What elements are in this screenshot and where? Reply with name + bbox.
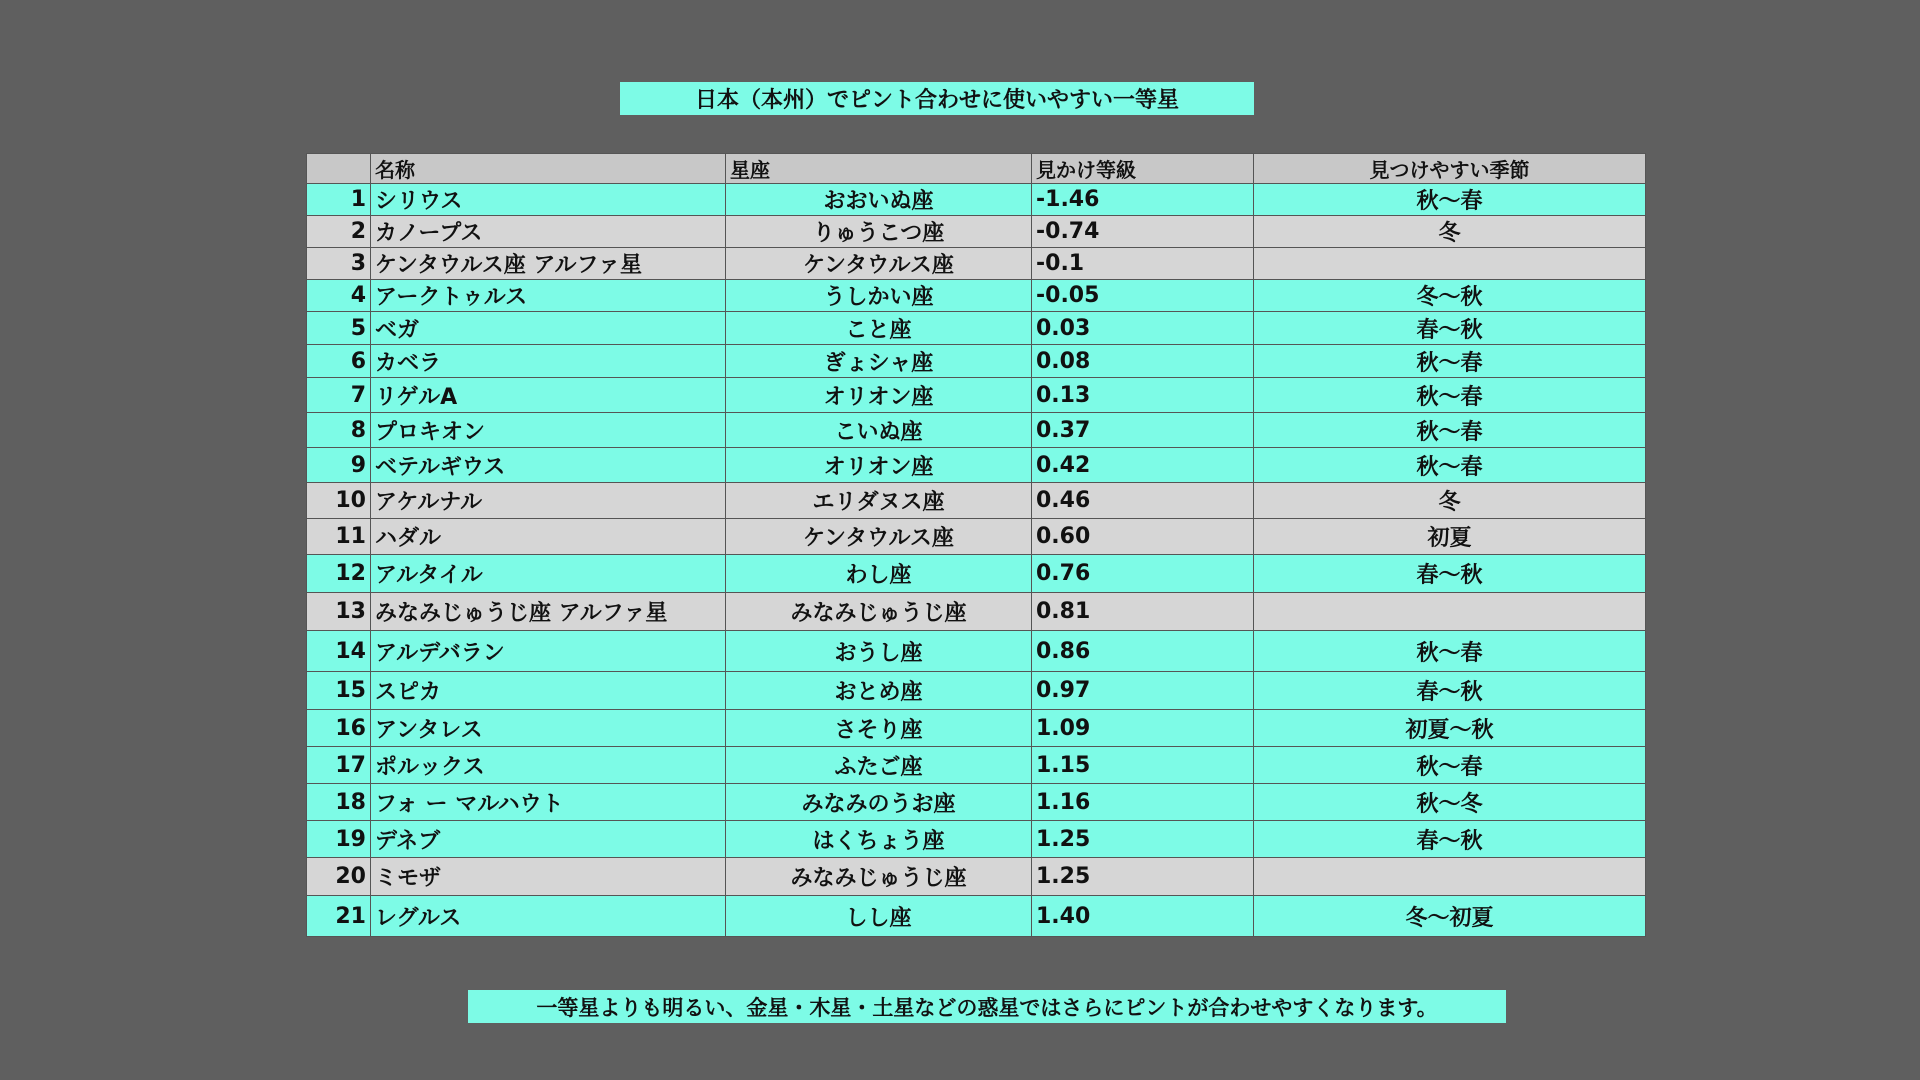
table-row <box>307 784 1646 821</box>
cell-magnitude: -0.74 <box>1032 216 1254 248</box>
table-row <box>307 483 1646 519</box>
cell-num: 14 <box>307 631 371 672</box>
cell-name: アンタレス <box>371 710 726 747</box>
cell-name: フォ ー マルハウト <box>371 784 726 821</box>
table-row <box>307 413 1646 448</box>
cell-num: 19 <box>307 821 371 858</box>
cell-magnitude: 1.25 <box>1032 858 1254 896</box>
table-row <box>307 345 1646 378</box>
table-row <box>307 184 1646 216</box>
cell-season: 秋〜春 <box>1254 345 1646 378</box>
cell-num: 1 <box>307 184 371 216</box>
cell-name: ポルックス <box>371 747 726 784</box>
table-row <box>307 631 1646 672</box>
cell-num: 21 <box>307 896 371 937</box>
table-row <box>307 710 1646 747</box>
cell-name: スピカ <box>371 672 726 710</box>
table-row <box>307 378 1646 413</box>
cell-season: 春〜秋 <box>1254 555 1646 593</box>
cell-season: 冬 <box>1254 483 1646 519</box>
table-header-row <box>307 154 1646 184</box>
cell-num: 5 <box>307 312 371 345</box>
cell-magnitude: 1.16 <box>1032 784 1254 821</box>
cell-num: 16 <box>307 710 371 747</box>
cell-magnitude: 1.25 <box>1032 821 1254 858</box>
cell-season: 秋〜春 <box>1254 413 1646 448</box>
cell-constellation: こいぬ座 <box>726 413 1032 448</box>
cell-name: デネブ <box>371 821 726 858</box>
cell-constellation: みなみじゅうじ座 <box>726 858 1032 896</box>
cell-season: 秋〜春 <box>1254 448 1646 483</box>
cell-constellation: おとめ座 <box>726 672 1032 710</box>
cell-name: プロキオン <box>371 413 726 448</box>
cell-constellation: おおいぬ座 <box>726 184 1032 216</box>
table-body <box>307 184 1646 937</box>
cell-season: 冬〜初夏 <box>1254 896 1646 937</box>
table-row <box>307 593 1646 631</box>
table-row <box>307 216 1646 248</box>
cell-constellation: うしかい座 <box>726 280 1032 312</box>
cell-name: リゲルA <box>371 378 726 413</box>
header-season: 見つけやすい季節 <box>1254 154 1646 184</box>
cell-name: アルタイル <box>371 555 726 593</box>
cell-magnitude: 0.76 <box>1032 555 1254 593</box>
cell-magnitude: -0.1 <box>1032 248 1254 280</box>
table-row <box>307 448 1646 483</box>
cell-magnitude: 1.09 <box>1032 710 1254 747</box>
cell-constellation: りゅうこつ座 <box>726 216 1032 248</box>
cell-num: 20 <box>307 858 371 896</box>
cell-magnitude: 1.15 <box>1032 747 1254 784</box>
cell-name: ベガ <box>371 312 726 345</box>
cell-num: 15 <box>307 672 371 710</box>
table-row <box>307 555 1646 593</box>
cell-constellation: しし座 <box>726 896 1032 937</box>
cell-season <box>1254 593 1646 631</box>
cell-num: 10 <box>307 483 371 519</box>
cell-constellation: さそり座 <box>726 710 1032 747</box>
cell-num: 6 <box>307 345 371 378</box>
page-title: 日本（本州）でピント合わせに使いやすい一等星 <box>620 82 1254 115</box>
header-name: 名称 <box>371 154 726 184</box>
cell-num: 7 <box>307 378 371 413</box>
cell-num: 12 <box>307 555 371 593</box>
cell-name: ベテルギウス <box>371 448 726 483</box>
table-row <box>307 821 1646 858</box>
cell-magnitude: 1.40 <box>1032 896 1254 937</box>
cell-magnitude: 0.42 <box>1032 448 1254 483</box>
cell-constellation: おうし座 <box>726 631 1032 672</box>
cell-season: 秋〜春 <box>1254 747 1646 784</box>
cell-num: 9 <box>307 448 371 483</box>
cell-constellation: エリダヌス座 <box>726 483 1032 519</box>
cell-magnitude: -0.05 <box>1032 280 1254 312</box>
cell-constellation: ケンタウルス座 <box>726 248 1032 280</box>
cell-magnitude: -1.46 <box>1032 184 1254 216</box>
cell-season: 初夏 <box>1254 519 1646 555</box>
cell-name: ケンタウルス座 アルファ星 <box>371 248 726 280</box>
header-num <box>307 154 371 184</box>
cell-name: アルデバラン <box>371 631 726 672</box>
table-row <box>307 280 1646 312</box>
header-constellation: 星座 <box>726 154 1032 184</box>
cell-season: 秋〜冬 <box>1254 784 1646 821</box>
table-row <box>307 248 1646 280</box>
footer-note: 一等星よりも明るい、金星・木星・土星などの惑星ではさらにピントが合わせやすくなります。 <box>468 990 1506 1023</box>
cell-season: 秋〜春 <box>1254 184 1646 216</box>
cell-name: カベラ <box>371 345 726 378</box>
cell-name: ハダル <box>371 519 726 555</box>
cell-season: 春〜秋 <box>1254 821 1646 858</box>
cell-name: アークトゥルス <box>371 280 726 312</box>
cell-magnitude: 0.81 <box>1032 593 1254 631</box>
cell-constellation: みなみのうお座 <box>726 784 1032 821</box>
cell-constellation: こと座 <box>726 312 1032 345</box>
cell-constellation: オリオン座 <box>726 448 1032 483</box>
table-row <box>307 747 1646 784</box>
cell-num: 11 <box>307 519 371 555</box>
cell-season <box>1254 248 1646 280</box>
cell-season: 秋〜春 <box>1254 378 1646 413</box>
cell-constellation: ケンタウルス座 <box>726 519 1032 555</box>
cell-num: 17 <box>307 747 371 784</box>
cell-num: 2 <box>307 216 371 248</box>
cell-magnitude: 0.86 <box>1032 631 1254 672</box>
cell-num: 18 <box>307 784 371 821</box>
cell-magnitude: 0.03 <box>1032 312 1254 345</box>
cell-season: 春〜秋 <box>1254 312 1646 345</box>
cell-num: 8 <box>307 413 371 448</box>
cell-name: カノープス <box>371 216 726 248</box>
cell-constellation: はくちょう座 <box>726 821 1032 858</box>
cell-constellation: ふたご座 <box>726 747 1032 784</box>
cell-season <box>1254 858 1646 896</box>
cell-magnitude: 0.60 <box>1032 519 1254 555</box>
cell-constellation: みなみじゅうじ座 <box>726 593 1032 631</box>
cell-num: 4 <box>307 280 371 312</box>
table-row <box>307 858 1646 896</box>
cell-constellation: オリオン座 <box>726 378 1032 413</box>
header-magnitude: 見かけ等級 <box>1032 154 1254 184</box>
cell-magnitude: 0.37 <box>1032 413 1254 448</box>
cell-season: 秋〜春 <box>1254 631 1646 672</box>
cell-season: 初夏〜秋 <box>1254 710 1646 747</box>
cell-constellation: わし座 <box>726 555 1032 593</box>
cell-num: 13 <box>307 593 371 631</box>
cell-magnitude: 0.97 <box>1032 672 1254 710</box>
table-row <box>307 519 1646 555</box>
cell-num: 3 <box>307 248 371 280</box>
cell-name: シリウス <box>371 184 726 216</box>
table-row <box>307 896 1646 937</box>
cell-magnitude: 0.46 <box>1032 483 1254 519</box>
cell-name: ミモザ <box>371 858 726 896</box>
table-row <box>307 312 1646 345</box>
cell-magnitude: 0.13 <box>1032 378 1254 413</box>
star-table <box>306 153 1646 937</box>
cell-name: レグルス <box>371 896 726 937</box>
cell-season: 冬 <box>1254 216 1646 248</box>
cell-season: 冬〜秋 <box>1254 280 1646 312</box>
cell-magnitude: 0.08 <box>1032 345 1254 378</box>
cell-name: アケルナル <box>371 483 726 519</box>
cell-constellation: ぎょシャ座 <box>726 345 1032 378</box>
cell-name: みなみじゅうじ座 アルファ星 <box>371 593 726 631</box>
table-row <box>307 672 1646 710</box>
cell-season: 春〜秋 <box>1254 672 1646 710</box>
